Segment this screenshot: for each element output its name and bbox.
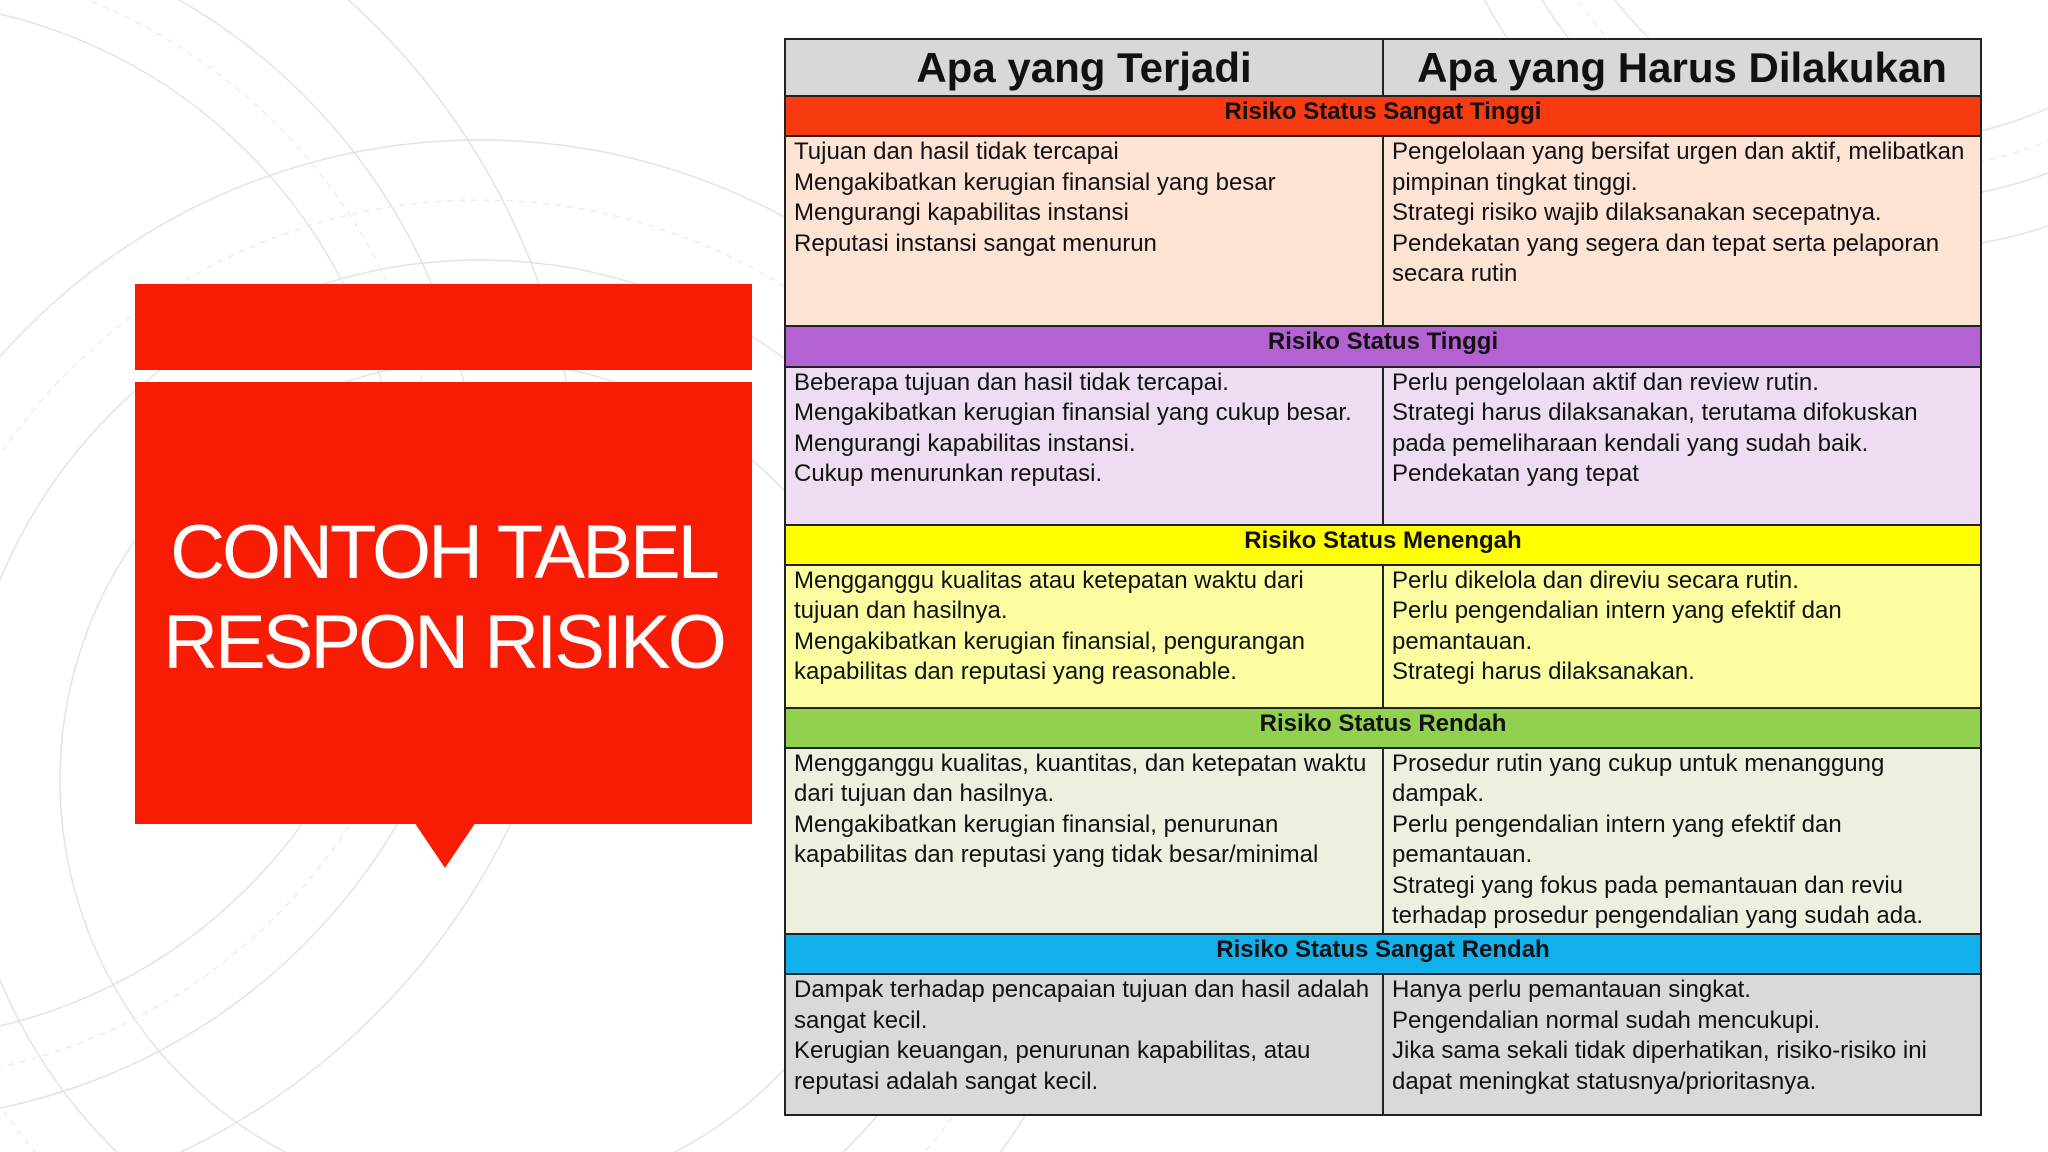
content-row-sangat-tinggi [785, 136, 1981, 326]
section-row-sangat-tinggi [785, 96, 1981, 136]
list-item: Pengendalian normal sudah mencukupi. [1392, 1006, 1821, 1034]
column-header-what-happens: Apa yang Terjadi [785, 39, 1383, 96]
list-item: Strategi yang fokus pada pemantauan dan reviu terhadap prosedur pengendalian yang sudah ada. [1392, 871, 1924, 930]
section-row-tinggi [785, 326, 1981, 366]
table-header-row [785, 39, 1981, 96]
cell-what-to-do [1383, 748, 1981, 934]
section-label: Risiko Status Rendah [785, 708, 1981, 748]
list-item: Perlu pengelolaan aktif dan review rutin. [1392, 368, 1819, 396]
slide-title-line-1: CONTOH TABEL [170, 510, 717, 595]
list-item: Pendekatan yang tepat [1392, 460, 1639, 488]
content-row-tinggi [785, 367, 1981, 525]
list-item: Mengurangi kapabilitas instansi [794, 199, 1129, 227]
section-row-rendah [785, 708, 1981, 748]
section-label: Risiko Status Sangat Tinggi [785, 96, 1981, 136]
cell-what-happens [785, 367, 1383, 525]
title-box-pointer [414, 822, 476, 868]
list-item: Tujuan dan hasil tidak tercapai [794, 138, 1119, 166]
list-item: Mengganggu kualitas, kuantitas, dan ketepatan waktu dari tujuan dan hasilnya. [794, 749, 1367, 808]
list-item: Mengurangi kapabilitas instansi. [794, 429, 1136, 457]
cell-what-to-do [1383, 565, 1981, 708]
list-item: Mengakibatkan kerugian finansial, pengurangan kapabilitas dan reputasi yang reasonable. [794, 627, 1306, 686]
list-item: Prosedur rutin yang cukup untuk menanggung dampak. [1392, 749, 1885, 808]
list-item: Mengakibatkan kerugian finansial, penurunan kapabilitas dan reputasi yang tidak besar/minimal [794, 810, 1319, 869]
list-item: Strategi risiko wajib dilaksanakan secepatnya. [1392, 199, 1882, 227]
cell-what-to-do [1383, 974, 1981, 1115]
content-row-sangat-rendah [785, 974, 1981, 1115]
list-item: Perlu pengendalian intern yang efektif dan pemantauan. [1392, 810, 1842, 869]
cell-what-to-do [1383, 367, 1981, 525]
list-item: Perlu pengendalian intern yang efektif dan pemantauan. [1392, 597, 1842, 655]
list-item: Mengakibatkan kerugian finansial yang cukup besar. [794, 399, 1352, 427]
list-item: Dampak terhadap pencapaian tujuan dan hasil adalah sangat kecil. [794, 976, 1370, 1034]
cell-what-happens [785, 136, 1383, 326]
section-label: Risiko Status Tinggi [785, 326, 1981, 366]
cell-what-happens [785, 565, 1383, 708]
title-accent-bar [135, 284, 752, 370]
risk-response-table [784, 38, 1982, 1116]
list-item: Reputasi instansi sangat menurun [794, 229, 1157, 257]
list-item: Jika sama sekali tidak diperhatikan, risiko-risiko ini dapat meningkat statusnya/prioritasnya. [1392, 1037, 1927, 1095]
list-item: Mengakibatkan kerugian finansial yang besar [794, 168, 1276, 196]
list-item: Strategi harus dilaksanakan, terutama difokuskan pada pemeliharaan kendali yang sudah baik. [1392, 399, 1918, 457]
section-row-menengah [785, 525, 1981, 565]
section-label: Risiko Status Menengah [785, 525, 1981, 565]
list-item: Cukup menurunkan reputasi. [794, 460, 1103, 488]
cell-what-to-do [1383, 136, 1981, 326]
column-header-what-to-do: Apa yang Harus Dilakukan [1383, 39, 1981, 96]
list-item: Kerugian keuangan, penurunan kapabilitas, atau reputasi adalah sangat kecil. [794, 1037, 1311, 1095]
list-item: Beberapa tujuan dan hasil tidak tercapai. [794, 368, 1229, 396]
slide-title-line-2: RESPON RISIKO [163, 600, 724, 685]
list-item: Mengganggu kualitas atau ketepatan waktu dari tujuan dan hasilnya. [794, 566, 1304, 625]
list-item: Pengelolaan yang bersifat urgen dan aktif, melibatkan pimpinan tingkat tinggi. [1392, 138, 1965, 196]
list-item: Strategi harus dilaksanakan. [1392, 658, 1695, 686]
list-item: Pendekatan yang segera dan tepat serta pelaporan secara rutin [1392, 229, 1940, 288]
content-row-rendah [785, 748, 1981, 934]
content-row-menengah [785, 565, 1981, 708]
cell-what-happens [785, 974, 1383, 1115]
cell-what-happens [785, 748, 1383, 934]
list-item: Perlu dikelola dan direviu secara rutin. [1392, 566, 1799, 594]
list-item: Hanya perlu pemantauan singkat. [1392, 976, 1751, 1004]
section-label: Risiko Status Sangat Rendah [785, 934, 1981, 974]
section-row-sangat-rendah [785, 934, 1981, 974]
slide-title [135, 508, 752, 688]
